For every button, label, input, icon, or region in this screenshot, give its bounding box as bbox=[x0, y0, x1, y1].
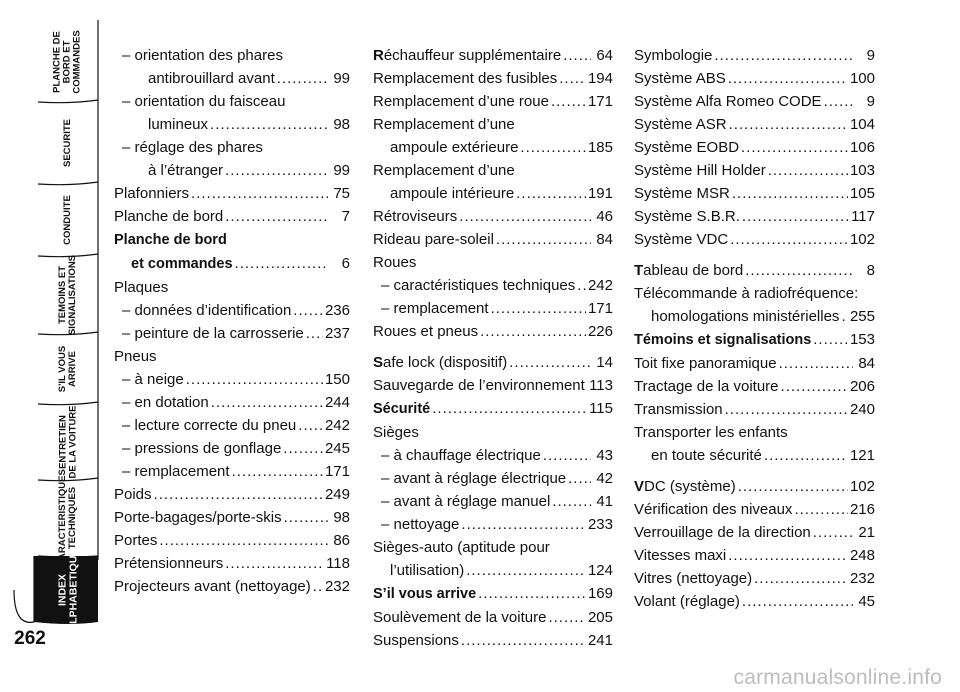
leader-dots bbox=[732, 182, 848, 205]
entry-label: homologations ministérielles bbox=[651, 308, 840, 325]
entry-page-number: 121 bbox=[849, 447, 875, 464]
entry-page-number: 102 bbox=[849, 231, 875, 248]
entry-page-number: 84 bbox=[858, 355, 875, 372]
entry-page-number: 249 bbox=[324, 486, 350, 503]
index-entry[interactable] bbox=[634, 544, 875, 567]
entry-label: Sauvegarde de l’environnement bbox=[373, 377, 585, 394]
index-entry[interactable] bbox=[634, 444, 875, 467]
entry-label: Roues bbox=[373, 254, 417, 271]
entry-page-number: 232 bbox=[324, 578, 350, 595]
entry-page-number: 233 bbox=[587, 516, 613, 533]
entry-page-number: 169 bbox=[587, 585, 613, 602]
leader-dots bbox=[841, 305, 848, 328]
entry-page-number: 171 bbox=[587, 300, 613, 317]
leader-dots bbox=[577, 274, 586, 297]
entry-label: – réglage des phares bbox=[122, 139, 263, 156]
index-entry[interactable] bbox=[373, 536, 613, 559]
entry-label: Portes bbox=[114, 532, 158, 549]
tab-sil-vous-arrive[interactable] bbox=[40, 336, 96, 402]
entry-label: Système Hill Holder bbox=[634, 162, 766, 179]
index-entry[interactable] bbox=[114, 159, 350, 182]
entry-label: Symbologie bbox=[634, 47, 713, 64]
entry-page-number: 41 bbox=[596, 493, 613, 510]
leader-dots bbox=[563, 44, 591, 67]
leader-dots bbox=[461, 629, 586, 652]
leader-dots bbox=[432, 397, 587, 420]
index-entry[interactable] bbox=[634, 259, 875, 282]
leader-dots bbox=[211, 391, 323, 414]
leader-dots bbox=[277, 67, 328, 90]
entry-page-number: 240 bbox=[849, 401, 875, 418]
entry-page-number: 241 bbox=[587, 632, 613, 649]
entry-page-number: 185 bbox=[587, 139, 613, 156]
entry-label: Toit fixe panoramique bbox=[634, 355, 777, 372]
entry-page-number: 14 bbox=[596, 354, 613, 371]
entry-page-number: 99 bbox=[333, 70, 350, 87]
leader-dots bbox=[551, 90, 586, 113]
entry-label: Roues et pneus bbox=[373, 323, 479, 340]
section-initial: S bbox=[373, 354, 384, 371]
entry-label: Remplacement des fusibles bbox=[373, 70, 558, 87]
section-initial: R bbox=[373, 47, 384, 64]
index-entry[interactable] bbox=[634, 90, 875, 113]
leader-dots bbox=[738, 475, 848, 498]
entry-label: Tableau de bord bbox=[634, 262, 744, 279]
entry-label: – caractéristiques techniques bbox=[381, 277, 576, 294]
leader-dots bbox=[478, 582, 586, 605]
entry-label: Sécurité bbox=[373, 401, 431, 417]
index-entry[interactable] bbox=[373, 320, 613, 343]
entry-page-number: 206 bbox=[849, 378, 875, 395]
tab-index-alphabetique[interactable] bbox=[40, 548, 96, 632]
entry-page-number: 171 bbox=[587, 93, 613, 110]
leader-dots bbox=[548, 606, 586, 629]
index-entry[interactable] bbox=[373, 559, 613, 582]
entry-page-number: 99 bbox=[333, 162, 350, 179]
leader-dots bbox=[313, 575, 323, 598]
leader-dots bbox=[225, 205, 328, 228]
entry-page-number: 150 bbox=[324, 371, 350, 388]
entry-label: ampoule intérieure bbox=[390, 185, 515, 202]
entry-label: – avant à réglage électrique bbox=[381, 470, 567, 487]
entry-page-number: 236 bbox=[324, 302, 350, 319]
leader-dots bbox=[728, 67, 848, 90]
index-entry[interactable] bbox=[634, 521, 875, 544]
leader-dots bbox=[516, 182, 586, 205]
page-number: 262 bbox=[14, 628, 46, 649]
section-tabs-sidebar bbox=[0, 0, 100, 692]
entry-label: Système MSR bbox=[634, 185, 730, 202]
entry-label: Poids bbox=[114, 486, 152, 503]
index-entry[interactable] bbox=[114, 345, 350, 368]
entry-label: – orientation du faisceau bbox=[122, 93, 286, 110]
entry-page-number: 242 bbox=[587, 277, 613, 294]
entry-label: Système ASR bbox=[634, 116, 727, 133]
entry-label: – à chauffage électrique bbox=[381, 447, 541, 464]
entry-page-number: 171 bbox=[324, 463, 350, 480]
entry-page-number: 205 bbox=[587, 609, 613, 626]
index-entry[interactable] bbox=[373, 490, 613, 513]
leader-dots bbox=[496, 228, 591, 251]
entry-label: Pneus bbox=[114, 348, 157, 365]
leader-dots bbox=[480, 320, 586, 343]
tab-label: TEMOINS ET SIGNALISATIONS bbox=[57, 254, 78, 336]
index-entry[interactable] bbox=[373, 582, 613, 606]
leader-dots bbox=[745, 259, 853, 282]
index-entry[interactable] bbox=[373, 182, 613, 205]
entry-page-number: 6 bbox=[341, 255, 350, 272]
entry-page-number: 248 bbox=[849, 547, 875, 564]
leader-dots bbox=[284, 506, 328, 529]
index-entry[interactable] bbox=[114, 437, 350, 460]
leader-dots bbox=[543, 444, 591, 467]
index-entry[interactable] bbox=[634, 305, 875, 328]
entry-label: – données d’identification bbox=[122, 302, 292, 319]
entry-label: Transmission bbox=[634, 401, 723, 418]
entry-label: S’il vous arrive bbox=[373, 586, 477, 602]
index-entry[interactable] bbox=[373, 228, 613, 251]
section-initial: T bbox=[634, 262, 644, 279]
entry-label: – pressions de gonflage bbox=[122, 440, 282, 457]
index-entry[interactable] bbox=[634, 67, 875, 90]
index-entry[interactable] bbox=[373, 90, 613, 113]
index-entry[interactable] bbox=[634, 498, 875, 521]
leader-dots bbox=[730, 228, 848, 251]
index-entry[interactable] bbox=[373, 629, 613, 652]
entry-page-number: 115 bbox=[589, 400, 613, 417]
entry-label: Tractage de la voiture bbox=[634, 378, 779, 395]
index-entry[interactable] bbox=[114, 483, 350, 506]
entry-page-number: 242 bbox=[324, 417, 350, 434]
index-entry[interactable] bbox=[634, 567, 875, 590]
entry-page-number: 105 bbox=[849, 185, 875, 202]
index-entry[interactable] bbox=[114, 113, 350, 136]
entry-page-number: 244 bbox=[324, 394, 350, 411]
index-entry[interactable] bbox=[634, 205, 875, 228]
index-entry[interactable] bbox=[114, 460, 350, 483]
entry-page-number: 104 bbox=[849, 116, 875, 133]
entry-page-number: 245 bbox=[324, 440, 350, 457]
index-entry[interactable] bbox=[373, 67, 613, 90]
entry-page-number: 117 bbox=[851, 208, 875, 225]
entry-page-number: 106 bbox=[849, 139, 875, 156]
entry-page-number: 45 bbox=[858, 593, 875, 610]
index-entry[interactable] bbox=[634, 398, 875, 421]
leader-dots bbox=[520, 136, 586, 159]
index-entry[interactable] bbox=[634, 228, 875, 251]
tab-label: CARACTERISTIQUES TECHNIQUES bbox=[57, 469, 78, 567]
index-entry[interactable] bbox=[634, 328, 875, 352]
entry-page-number: 9 bbox=[866, 93, 875, 110]
leader-dots bbox=[764, 444, 848, 467]
entry-label: ampoule extérieure bbox=[390, 139, 519, 156]
index-entry[interactable] bbox=[373, 251, 613, 274]
index-entry[interactable] bbox=[114, 322, 350, 345]
entry-page-number: 43 bbox=[596, 447, 613, 464]
entry-label: antibrouillard avant bbox=[148, 70, 275, 87]
entry-page-number: 153 bbox=[849, 331, 875, 348]
entry-page-number: 46 bbox=[596, 208, 613, 225]
leader-dots bbox=[781, 375, 848, 398]
entry-label: Système S.B.R. bbox=[634, 208, 740, 225]
entry-label: Prétensionneurs bbox=[114, 555, 224, 572]
entry-label: Remplacement d’une roue bbox=[373, 93, 549, 110]
index-entry[interactable] bbox=[373, 44, 613, 67]
tab-label: CONDUITE bbox=[62, 195, 73, 245]
entry-label: Télécommande à radiofréquence: bbox=[634, 285, 859, 302]
leader-dots bbox=[225, 552, 324, 575]
entry-label: Plaques bbox=[114, 279, 169, 296]
index-entry[interactable] bbox=[373, 159, 613, 182]
index-entry[interactable] bbox=[114, 67, 350, 90]
index-entry[interactable] bbox=[634, 113, 875, 136]
index-entry[interactable] bbox=[114, 136, 350, 159]
entry-label: Transporter les enfants bbox=[634, 424, 788, 441]
entry-page-number: 86 bbox=[333, 532, 350, 549]
entry-label: – peinture de la carrosserie bbox=[122, 325, 304, 342]
index-entry[interactable] bbox=[373, 136, 613, 159]
entry-label: Projecteurs avant (nettoyage) bbox=[114, 578, 311, 595]
leader-dots bbox=[552, 490, 591, 513]
index-entry[interactable] bbox=[114, 368, 350, 391]
index-entry[interactable] bbox=[634, 282, 875, 305]
entry-page-number: 8 bbox=[866, 262, 875, 279]
entry-label: lumineux bbox=[148, 116, 209, 133]
entry-page-number: 237 bbox=[324, 325, 350, 342]
index-entry[interactable] bbox=[373, 374, 613, 397]
leader-dots bbox=[725, 398, 848, 421]
index-entry[interactable] bbox=[634, 44, 875, 67]
section-initial: V bbox=[634, 478, 645, 495]
entry-label: – avant à réglage manuel bbox=[381, 493, 551, 510]
index-entry[interactable] bbox=[114, 228, 350, 252]
entry-label: Volant (réglage) bbox=[634, 593, 740, 610]
leader-dots bbox=[232, 460, 323, 483]
tab-entretien[interactable] bbox=[40, 406, 96, 478]
leader-dots bbox=[466, 559, 586, 582]
leader-dots bbox=[298, 414, 323, 437]
entry-label: – lecture correcte du pneu bbox=[122, 417, 297, 434]
entry-label: Vitesses maxi bbox=[634, 547, 727, 564]
leader-dots bbox=[779, 352, 853, 375]
index-entry[interactable] bbox=[114, 391, 350, 414]
entry-page-number: 21 bbox=[858, 524, 875, 541]
entry-label: Système Alfa Romeo CODE bbox=[634, 93, 822, 110]
leader-dots bbox=[293, 299, 323, 322]
entry-page-number: 84 bbox=[596, 231, 613, 248]
watermark-text: carmanualsonline.info bbox=[733, 666, 942, 689]
leader-dots bbox=[509, 351, 591, 374]
index-entry[interactable] bbox=[114, 252, 350, 276]
tab-label: S'IL VOUS ARRIVE bbox=[57, 345, 78, 393]
entry-label: Système EOBD bbox=[634, 139, 740, 156]
index-column-1 bbox=[114, 44, 350, 598]
leader-dots bbox=[741, 136, 848, 159]
index-entry[interactable] bbox=[634, 136, 875, 159]
entry-label: Remplacement d’une bbox=[373, 116, 515, 133]
index-entry[interactable] bbox=[373, 205, 613, 228]
leader-dots bbox=[283, 437, 323, 460]
leader-dots bbox=[210, 113, 328, 136]
entry-label: Remplacement d’une bbox=[373, 162, 515, 179]
leader-dots bbox=[768, 159, 848, 182]
entry-label: Planche de bord bbox=[114, 232, 227, 248]
index-entry[interactable] bbox=[373, 444, 613, 467]
entry-label: Sièges bbox=[373, 424, 419, 441]
tab-conduite[interactable] bbox=[40, 186, 96, 254]
entry-page-number: 42 bbox=[596, 470, 613, 487]
entry-label: en toute sécurité bbox=[651, 447, 762, 464]
leader-dots bbox=[225, 159, 328, 182]
entry-page-number: 7 bbox=[341, 208, 350, 225]
entry-label: Réchauffeur supplémentaire bbox=[373, 47, 562, 64]
entry-page-number: 9 bbox=[866, 47, 875, 64]
entry-page-number: 255 bbox=[849, 308, 875, 325]
tab-label: SECURITE bbox=[61, 118, 73, 168]
leader-dots bbox=[191, 182, 328, 205]
entry-page-number: 103 bbox=[849, 162, 875, 179]
entry-page-number: 124 bbox=[587, 562, 613, 579]
entry-label: Vérification des niveaux bbox=[634, 501, 793, 518]
tab-temoins-et-signalisations[interactable] bbox=[40, 254, 96, 336]
index-entry[interactable] bbox=[634, 375, 875, 398]
entry-label: Planche de bord bbox=[114, 208, 224, 225]
leader-dots bbox=[728, 544, 848, 567]
leader-dots bbox=[568, 467, 591, 490]
leader-dots bbox=[742, 205, 849, 228]
index-column-3 bbox=[634, 44, 875, 613]
entry-label: Rideau pare-soleil bbox=[373, 231, 494, 248]
entry-page-number: 100 bbox=[849, 70, 875, 87]
leader-dots bbox=[461, 513, 586, 536]
index-entry[interactable] bbox=[373, 274, 613, 297]
leader-dots bbox=[813, 328, 848, 351]
index-entry[interactable] bbox=[373, 606, 613, 629]
index-entry[interactable] bbox=[373, 297, 613, 320]
entry-label: Porte-bagages/porte-skis bbox=[114, 509, 282, 526]
leader-dots bbox=[235, 252, 328, 275]
leader-dots bbox=[794, 498, 848, 521]
entry-label: Safe lock (dispositif) bbox=[373, 354, 508, 371]
index-entry[interactable] bbox=[114, 90, 350, 113]
entry-page-number: 102 bbox=[849, 478, 875, 495]
entry-label: Système ABS bbox=[634, 70, 726, 87]
index-entry[interactable] bbox=[114, 552, 350, 575]
tab-label: ENTRETIEN DE LA VOITURE bbox=[57, 405, 79, 479]
index-entry[interactable] bbox=[634, 182, 875, 205]
leader-dots bbox=[491, 297, 586, 320]
index-entry[interactable] bbox=[634, 590, 875, 613]
entry-label: à l’étranger bbox=[148, 162, 224, 179]
entry-page-number: 194 bbox=[587, 70, 613, 87]
leader-dots bbox=[559, 67, 586, 90]
entry-label: Suspensions bbox=[373, 632, 459, 649]
leader-dots bbox=[459, 205, 591, 228]
entry-label: l’utilisation) bbox=[390, 562, 465, 579]
index-entry[interactable] bbox=[114, 276, 350, 299]
index-entry[interactable] bbox=[634, 352, 875, 375]
entry-label: – orientation des phares bbox=[122, 47, 283, 64]
entry-label: – nettoyage bbox=[381, 516, 460, 533]
entry-page-number: 113 bbox=[589, 377, 613, 394]
index-entry[interactable] bbox=[373, 513, 613, 536]
index-entry[interactable] bbox=[373, 421, 613, 444]
index-entry[interactable] bbox=[114, 299, 350, 322]
index-entry[interactable] bbox=[114, 529, 350, 552]
entry-page-number: 98 bbox=[333, 116, 350, 133]
entry-label: et commandes bbox=[131, 256, 233, 272]
tab-label: INDEX ALPHABETIQUE bbox=[56, 548, 79, 632]
entry-label: Sièges-auto (aptitude pour bbox=[373, 539, 550, 556]
tab-label: PLANCHE DE BORD ET COMMANDES bbox=[52, 30, 83, 94]
entry-page-number: 232 bbox=[849, 570, 875, 587]
entry-page-number: 64 bbox=[596, 47, 613, 64]
leader-dots bbox=[154, 483, 323, 506]
index-entry[interactable] bbox=[373, 397, 613, 421]
tab-securite[interactable] bbox=[40, 104, 96, 182]
index-entry[interactable] bbox=[114, 414, 350, 437]
entry-label: – en dotation bbox=[122, 394, 209, 411]
index-entry[interactable] bbox=[114, 575, 350, 598]
entry-label: Plafonniers bbox=[114, 185, 190, 202]
leader-dots bbox=[813, 521, 853, 544]
index-column-2 bbox=[373, 44, 613, 652]
index-entry[interactable] bbox=[373, 351, 613, 374]
entry-page-number: 118 bbox=[326, 555, 350, 572]
entry-label: – à neige bbox=[122, 371, 184, 388]
index-entry[interactable] bbox=[634, 475, 875, 498]
leader-dots bbox=[714, 44, 853, 67]
index-entry[interactable] bbox=[634, 159, 875, 182]
leader-dots bbox=[742, 590, 853, 613]
leader-dots bbox=[754, 567, 848, 590]
index-entry[interactable] bbox=[114, 182, 350, 205]
entry-label: Verrouillage de la direction bbox=[634, 524, 811, 541]
entry-label: – remplacement bbox=[122, 463, 230, 480]
entry-label: Soulèvement de la voiture bbox=[373, 609, 547, 626]
leader-dots bbox=[159, 529, 328, 552]
entry-page-number: 226 bbox=[587, 323, 613, 340]
index-entry[interactable] bbox=[373, 467, 613, 490]
index-entry[interactable] bbox=[114, 205, 350, 228]
leader-dots bbox=[824, 90, 853, 113]
entry-label: – remplacement bbox=[381, 300, 489, 317]
entry-page-number: 75 bbox=[333, 185, 350, 202]
index-entry[interactable] bbox=[114, 506, 350, 529]
entry-page-number: 216 bbox=[849, 501, 875, 518]
leader-dots bbox=[306, 322, 323, 345]
entry-label: Système VDC bbox=[634, 231, 729, 248]
entry-label: Rétroviseurs bbox=[373, 208, 458, 225]
entry-label: VDC (système) bbox=[634, 478, 736, 495]
index-entry[interactable] bbox=[114, 44, 350, 67]
index-entry[interactable] bbox=[373, 113, 613, 136]
leader-dots bbox=[186, 368, 323, 391]
tab-caracteristiques-techniques[interactable] bbox=[40, 469, 96, 567]
entry-page-number: 98 bbox=[333, 509, 350, 526]
tab-planche-de-bord[interactable] bbox=[40, 22, 96, 102]
entry-label: Témoins et signalisations bbox=[634, 332, 812, 348]
leader-dots bbox=[729, 113, 848, 136]
index-entry[interactable] bbox=[634, 421, 875, 444]
entry-page-number: 191 bbox=[587, 185, 613, 202]
entry-label: Vitres (nettoyage) bbox=[634, 570, 753, 587]
